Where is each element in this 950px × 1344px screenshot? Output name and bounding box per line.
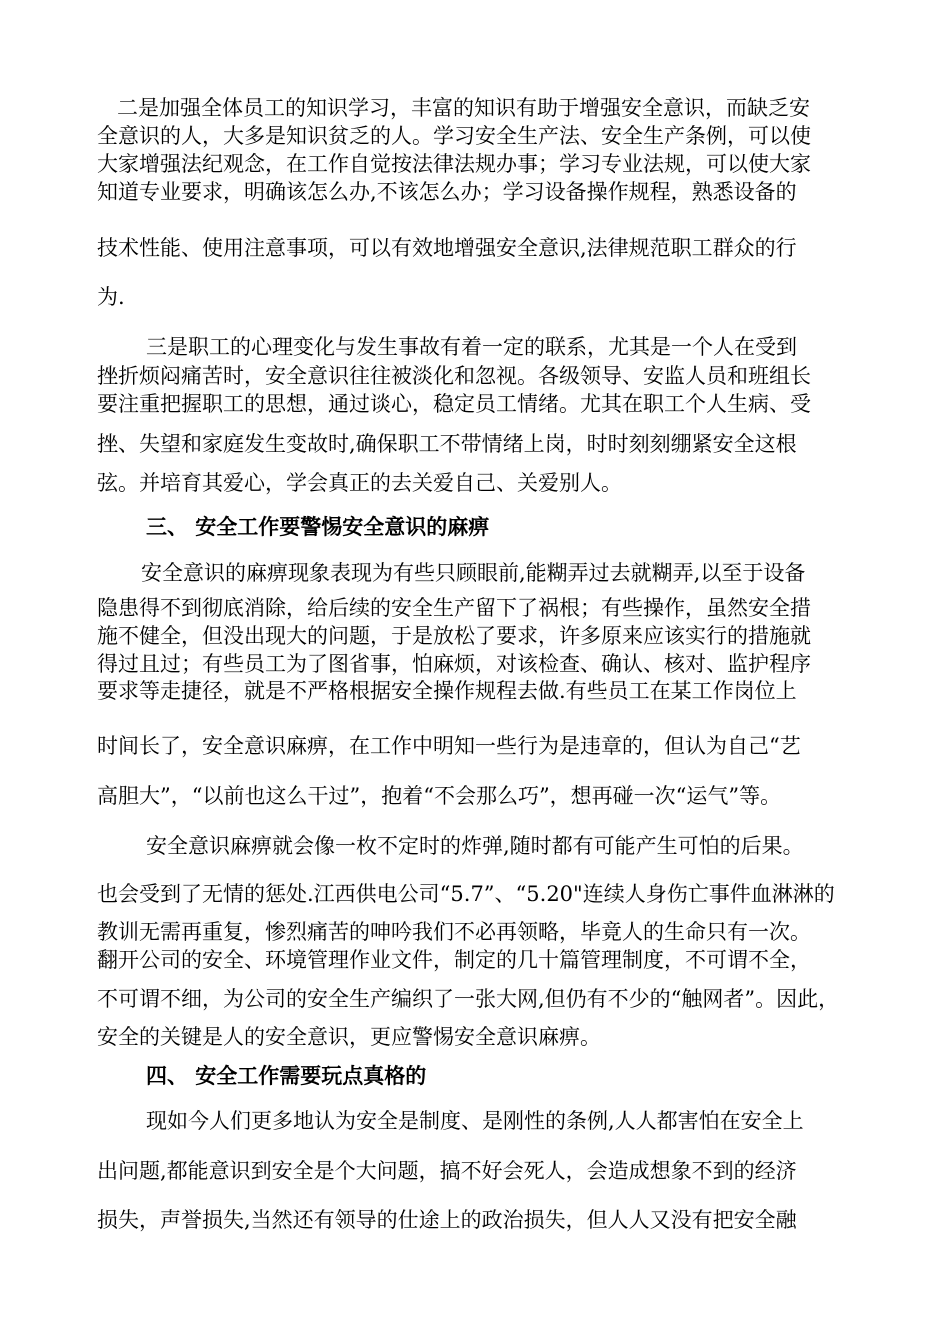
paragraph-real-deal-line: 出问题,都能意识到安全是个大问题，搞不好会死人，会造成想象不到的经济 (97, 1159, 797, 1183)
paragraph-numbness-line: 得过且过；有些员工为了图省事，怕麻烦，对该检查、确认、核对、监护程序 (97, 652, 811, 676)
paragraph-numbness-line: 安全意识的麻痹现象表现为有些只顾眼前,能糊弄过去就糊弄,以至于设备 (141, 561, 806, 585)
paragraph-numbness-line: 隐患得不到彻底消除，给后续的安全生产留下了祸根；有些操作，虽然安全措 (97, 596, 811, 620)
paragraph-knowledge-learning-line: 全意识的人，大多是知识贫乏的人。学习安全生产法、安全生产条例，可以使 (97, 124, 811, 148)
paragraph-numbness-line: 高胆大”，“以前也这么干过”，抱着“不会那么巧”，想再碰一次“运气”等。 (97, 784, 782, 808)
paragraph-knowledge-learning-line: 知道专业要求，明确该怎么办,不该怎么办；学习设备操作规程，熟悉设备的 (97, 180, 797, 204)
paragraph-knowledge-learning-line: 技术性能、使用注意事项，可以有效地增强安全意识,法律规范职工群众的行 (97, 236, 797, 260)
paragraph-numbness-line: 施不健全，但没出现大的问题，于是放松了要求，许多原来应该实行的措施就 (97, 624, 811, 648)
paragraph-psychology-line: 三是职工的心理变化与发生事故有着一定的联系，尤其是一个人在受到 (146, 335, 797, 359)
paragraph-numbness-line: 要求等走捷径，就是不严格根据安全操作规程去做.有些员工在某工作岗位上 (97, 679, 797, 703)
paragraph-knowledge-learning-line: 大家增强法纪观念，在工作自觉按法律法规办事；学习专业法规，可以使大家 (97, 152, 811, 176)
paragraph-time-bomb-line: 也会受到了无情的惩处.江西供电公司“5.7”、“5.20"连续人身伤亡事件血淋淋的 (97, 882, 835, 906)
paragraph-knowledge-learning-line: 为. (97, 285, 125, 309)
paragraph-psychology-line: 要注重把握职工的思想，通过谈心，稳定员工情绪。尤其在职工个人生病、受 (97, 392, 811, 416)
paragraph-knowledge-learning-line: 二是加强全体员工的知识学习，丰富的知识有助于增强安全意识，而缺乏安 (117, 96, 810, 120)
paragraph-psychology-line: 挫折烦闷痛苦时，安全意识往往被淡化和忽视。各级领导、安监人员和班组长 (97, 364, 811, 388)
paragraph-psychology-line: 挫、失望和家庭发生变故时,确保职工不带情绪上岗，时时刻刻绷紧安全这根 (97, 432, 797, 456)
paragraph-time-bomb-line: 不可谓不细，为公司的安全生产编织了一张大网,但仍有不少的“触网者”。因此， (97, 987, 840, 1011)
heading-section-three-line: 三、 安全工作要警惕安全意识的麻痹 (146, 514, 490, 539)
paragraph-time-bomb-line: 翻开公司的安全、环境管理作业文件，制定的几十篇管理制度，不可谓不全， (97, 948, 811, 972)
paragraph-psychology-line: 弦。并培育其爱心，学会真正的去关爱自己、关爱别人。 (97, 471, 622, 495)
paragraph-real-deal-line: 现如今人们更多地认为安全是制度、是刚性的条例,人人都害怕在安全上 (146, 1109, 804, 1133)
paragraph-time-bomb-line: 安全的关键是人的安全意识，更应警惕安全意识麻痹。 (97, 1025, 601, 1049)
heading-section-four-line: 四、 安全工作需要玩点真格的 (146, 1063, 427, 1088)
paragraph-real-deal-line: 损失，声誉损失,当然还有领导的仕途上的政治损失，但人人又没有把安全融 (97, 1208, 797, 1232)
paragraph-numbness-line: 时间长了，安全意识麻痹，在工作中明知一些行为是违章的，但认为自己“艺 (97, 734, 801, 758)
paragraph-time-bomb-line: 安全意识麻痹就会像一枚不定时的炸弹,随时都有可能产生可怕的后果。 (146, 834, 804, 858)
paragraph-time-bomb-line: 教训无需再重复，惨烈痛苦的呻吟我们不必再领略，毕竟人的生命只有一次。 (97, 920, 811, 944)
